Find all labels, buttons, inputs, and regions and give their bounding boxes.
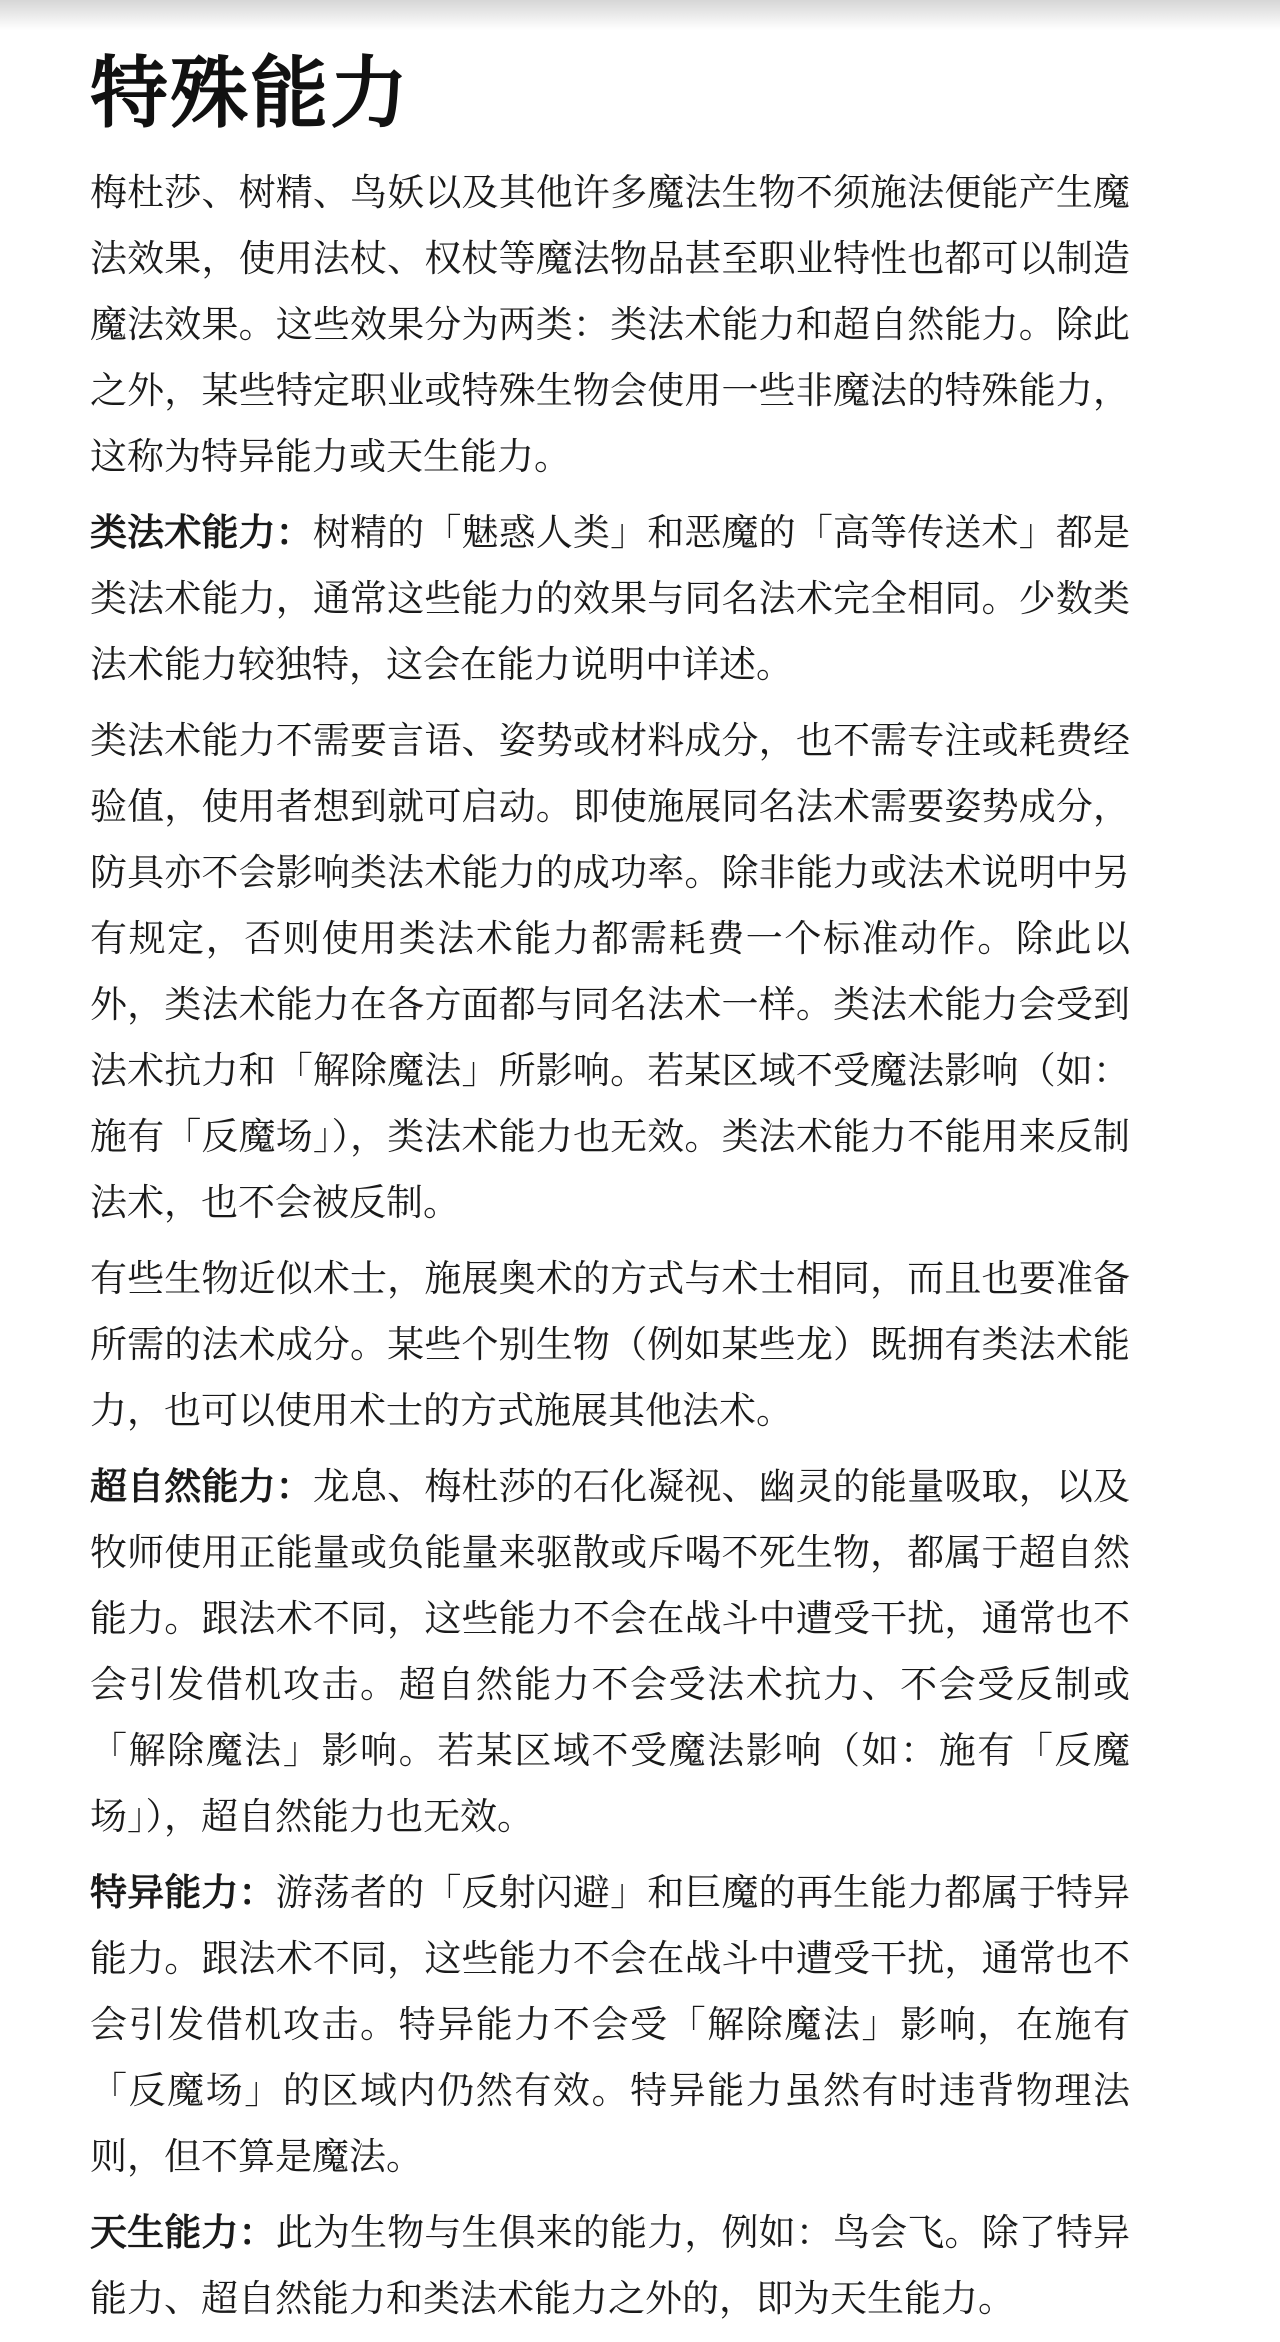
paragraph-supernatural [90, 1454, 1130, 1850]
term-label: 特异能力： [90, 1871, 276, 1914]
paragraph-intro [90, 160, 1130, 490]
paragraph-spell-like [90, 500, 1130, 698]
term-label: 天生能力： [90, 2211, 276, 2254]
paragraph-sorcerer-like [90, 1246, 1130, 1444]
paragraph-natural [90, 2200, 1130, 2332]
page-title: 特殊能力 [90, 49, 411, 139]
term-label: 类法术能力： [90, 511, 313, 554]
paragraph-text: 梅杜莎、树精、鸟妖以及其他许多魔法生物不须施法便能产生魔法效果，使用法杖、权杖等魔法物品甚至职业特性也都可以制造魔法效果。这些效果分为两类：类法术能力和超自然能力。除此之外，某些特定职业或特殊生物会使用一些非魔法的特殊能力，这称为特异能力或天生能力。 [90, 171, 1130, 478]
term-label: 超自然能力： [90, 1465, 313, 1508]
paragraph-text: 类法术能力不需要言语、姿势或材料成分，也不需专注或耗费经验值，使用者想到就可启动。即使施展同名法术需要姿势成分，防具亦不会影响类法术能力的成功率。除非能力或法术说明中另有规定，否则使用类法术能力都需耗费一个标准动作。除此以外，类法术能力在各方面都与同名法术一样。类法术能力会受到法术抗力和「解除魔法」所影响。若某区域不受魔法影响（如：施有「反魔场」），类法术能力也无效。类法术能力不能用来反制法术，也不会被反制。 [90, 719, 1130, 1224]
paragraph-text: 有些生物近似术士，施展奥术的方式与术士相同，而且也要准备所需的法术成分。某些个别生物（例如某些龙）既拥有类法术能力，也可以使用术士的方式施展其他法术。 [90, 1257, 1130, 1432]
paragraph-text: 龙息、梅杜莎的石化凝视、幽灵的能量吸取，以及牧师使用正能量或负能量来驱散或斥喝不死生物，都属于超自然能力。跟法术不同，这些能力不会在战斗中遭受干扰，通常也不会引发借机攻击。超自然能力不会受法术抗力、不会受反制或「解除魔法」影响。若某区域不受魔法影响（如：施有「反魔场」），超自然能力也无效。 [90, 1465, 1131, 1838]
top-shadow [0, 0, 1280, 30]
paragraph-text: 游荡者的「反射闪避」和巨魔的再生能力都属于特异能力。跟法术不同，这些能力不会在战斗中遭受干扰，通常也不会引发借机攻击。特异能力不会受「解除魔法」影响，在施有「反魔场」的区域内仍然有效。特异能力虽然有时违背物理法则，但不算是魔法。 [90, 1871, 1131, 2178]
paragraph-text: 此为生物与生俱来的能力，例如：鸟会飞。除了特异能力、超自然能力和类法术能力之外的，即为天生能力。 [90, 2211, 1131, 2320]
paragraph-text: 树精的「魅惑人类」和恶魔的「高等传送术」都是类法术能力，通常这些能力的效果与同名法术完全相同。少数类法术能力较独特，这会在能力说明中详述。 [90, 511, 1131, 686]
paragraph-spell-like-rules [90, 708, 1130, 1236]
paragraph-extraordinary [90, 1860, 1130, 2190]
